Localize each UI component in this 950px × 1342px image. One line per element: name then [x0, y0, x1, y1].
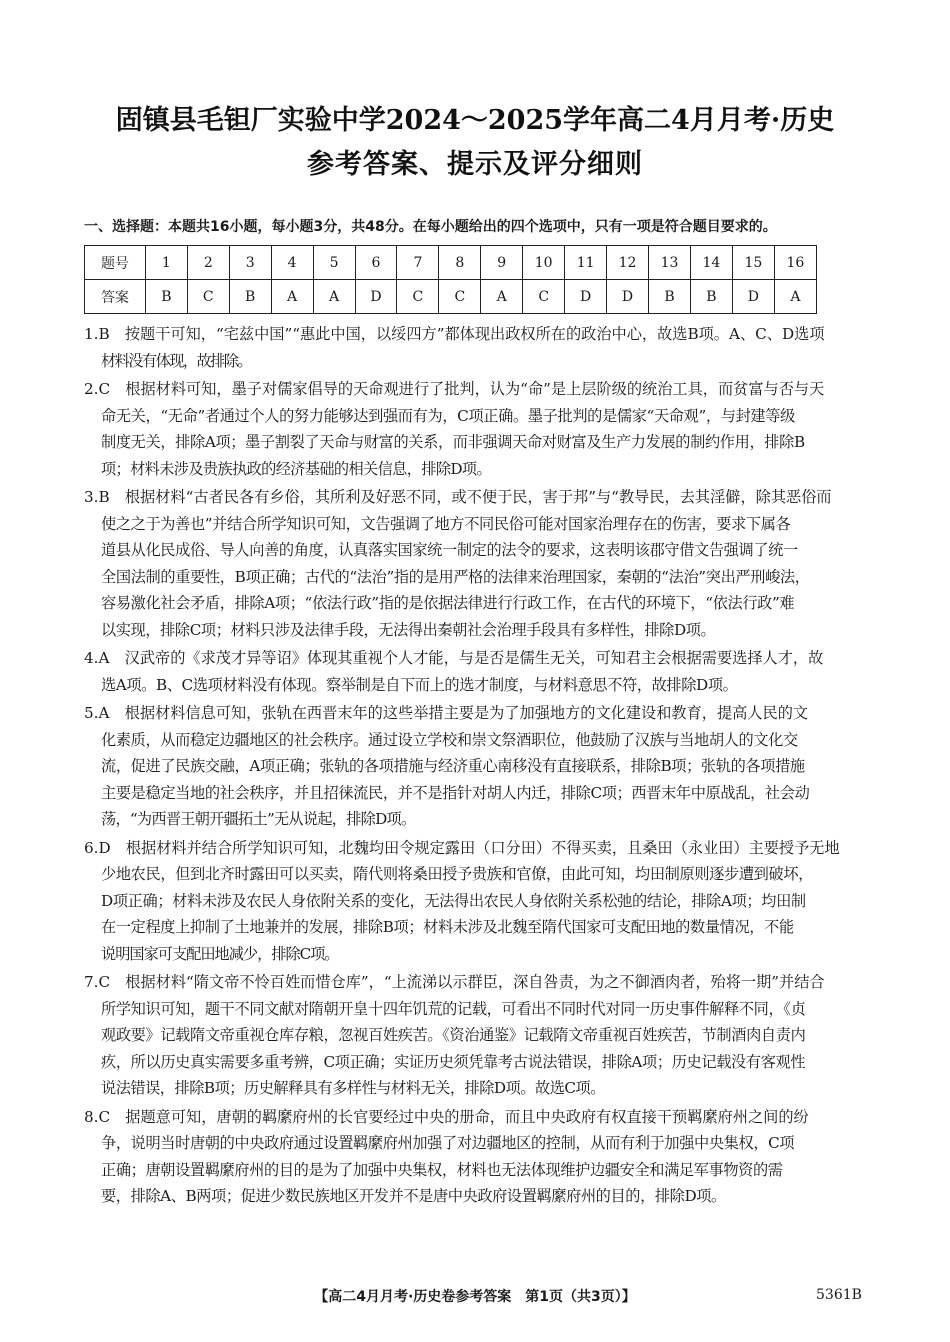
explanation-item [84, 321, 870, 374]
explanation-line: 观政要》记载隋文帝重视仓库存粮，忽视百姓疾苦。《资治通鉴》记载隋文帝重视百姓疾苦，节制酒肉自责内 [101, 1026, 806, 1044]
explanation-line: 道县从化民成俗、导人向善的角度，认真落实国家统一制定的法令的要求，这表明该郡守借文告强调了统一 [101, 541, 798, 559]
answer-cell: C [397, 280, 439, 314]
question-number: 12 [607, 246, 649, 280]
question-number: 6 [355, 246, 397, 280]
explanation-line: 流，促进了民族交融，A项正确；张轨的各项措施与经济重心南移没有直接联系，排除B项；张轨的各项措施 [101, 757, 805, 775]
question-number: 3 [229, 246, 271, 280]
answer-cell: D [355, 280, 397, 314]
answer-cell: A [481, 280, 523, 314]
explanation-line: 使之之于为善也”并结合所学知识可知，文告强调了地方不同民俗可能对国家治理存在的伤害，要求下属各 [101, 514, 791, 533]
row-label-number: 题号 [85, 246, 146, 280]
explanation-line: 少地农民，但到北齐时露田可以买卖，隋代则将桑田授予贵族和官僚，由此可知，均田制原则逐步遭到破坏， [101, 865, 814, 883]
answer-table [84, 245, 817, 314]
answer-cell: C [439, 280, 481, 314]
answer-cell: B [649, 280, 691, 314]
question-number: 15 [732, 246, 774, 280]
explanation-line: 6.D 根据材料并结合所学知识可知，北魏均田令规定露田（口分田）不得买卖，且桑田（永业田）主要授予无地 [84, 838, 840, 857]
question-number: 11 [565, 246, 607, 280]
explanation-line: 疚，所以历史真实需要多重考辨，C项正确；实证历史须凭靠考古说法错误，排除A项；历史记载没有客观性 [101, 1052, 806, 1071]
answer-explanations [84, 321, 870, 1212]
answer-cell: D [732, 280, 774, 314]
answer-cell: C [187, 280, 229, 314]
explanation-line: 全国法制的重要性，B项正确；古代的“法治”指的是用严格的法律来治理国家，秦朝的“法治”突出严刑峻法， [101, 567, 810, 586]
explanation-line: 所学知识可知，题干不同文献对隋朝开皇十四年饥荒的记载，可看出不同时代对同一历史事件解释不同，《贞 [101, 999, 806, 1018]
explanation-item [84, 645, 870, 698]
section-heading: 一、选择题：本题共16小题，每小题3分，共48分。在每小题给出的四个选项中，只有一项是符合题目要求的。 [84, 219, 777, 235]
answer-cell: C [523, 280, 565, 314]
answer-cell: B [690, 280, 732, 314]
question-number: 13 [649, 246, 691, 280]
explanation-line: 材料没有体现，故排除。 [101, 351, 252, 370]
question-number: 7 [397, 246, 439, 280]
question-number: 16 [774, 246, 816, 280]
explanation-line: 4.A 汉武帝的《求茂才异等诏》体现其重视个人才能，与是否是儒生无关，可知君主会根据需要选择人才，故 [84, 649, 824, 667]
question-number: 8 [439, 246, 481, 280]
explanation-line: 1.B 按题干可知，“宅兹中国”“惠此中国，以绥四方”都体现出政权所在的政治中心，故选B项。A、C、D选项 [84, 325, 825, 343]
explanation-item [84, 1104, 870, 1210]
document-title: 固镇县毛钽厂实验中学2024～2025学年高二4月月考·历史 [115, 105, 835, 136]
explanation-line: 命无关，“无命”者通过个人的努力能够达到强而有为，C项正确。墨子批判的是儒家“天命观”，与封建等级 [101, 406, 795, 425]
row-label-answer: 答案 [85, 280, 146, 314]
explanation-line: 以实现，排除C项；材料只涉及法律手段，无法得出秦朝社会治理手段具有多样性，排除D项。 [101, 620, 716, 639]
question-number: 10 [523, 246, 565, 280]
explanation-item [84, 835, 870, 968]
explanation-line: 说法错误，排除B项；历史解释具有多样性与材料无关，排除D项。故选C项。 [101, 1079, 605, 1097]
explanation-line: 说明国家可支配田地减少，排除C项。 [101, 944, 339, 963]
explanation-item [84, 700, 870, 833]
explanation-line: 7.C 根据材料“隋文帝不怜百姓而惜仓库”，“上流涕以示群臣，深自咎责，为之不御酒肉者，殆将一期”并结合 [84, 973, 825, 991]
document-code: 5361B [816, 1287, 862, 1303]
table-row-answers [85, 280, 817, 314]
question-number: 9 [481, 246, 523, 280]
explanation-line: 化素质，从而稳定边疆地区的社会秩序。通过设立学校和崇文祭酒职位，他鼓励了汉族与当地胡人的文化交 [101, 730, 798, 749]
answer-cell: A [774, 280, 816, 314]
answer-cell: B [229, 280, 271, 314]
explanation-item [84, 484, 870, 643]
explanation-line: 容易激化社会矛盾，排除A项；“依法行政”指的是依据法律进行行政工作，在古代的环境下，“依法行政”难 [101, 594, 795, 612]
question-number: 2 [187, 246, 229, 280]
question-number: 5 [313, 246, 355, 280]
explanation-item [84, 969, 870, 1102]
answer-cell: D [607, 280, 649, 314]
explanation-line: 在一定程度上抑制了土地兼并的发展，排除B项；材料未涉及北魏至隋代国家可支配田地的数量情况，不能 [101, 918, 794, 936]
document-subtitle: 参考答案、提示及评分细则 [307, 149, 643, 180]
page-footer: 【高二4月月考·历史卷参考答案 第1页（共3页）】 [314, 1289, 636, 1305]
question-number: 14 [690, 246, 732, 280]
explanation-line: 荡，“为西晋王朝开疆拓土”无从说起，排除D项。 [101, 810, 416, 828]
explanation-line: 2.C 根据材料可知，墨子对儒家倡导的天命观进行了批判，认为“命”是上层阶级的统治工具，而贫富与否与天 [84, 380, 825, 398]
explanation-line: 项；材料未涉及贵族执政的经济基础的相关信息，排除D项。 [101, 459, 492, 478]
explanation-line: 3.B 根据材料“古者民各有乡俗，其所利及好恶不同，或不便于民，害于邦”与“教导民，去其淫僻，除其恶俗而 [84, 488, 832, 506]
answer-cell: A [313, 280, 355, 314]
explanation-line: 选A项。B、C选项材料没有体现。察举制是自下而上的选才制度，与材料意思不符，故排除D项。 [101, 675, 738, 694]
explanation-line: 制度无关，排除A项；墨子割裂了天命与财富的关系，而非强调天命对财富及生产力发展的制约作用，排除B [101, 433, 805, 451]
explanation-line: 要，排除A、B两项；促进少数民族地区开发并不是唐中央政府设置羁縻府州的目的，排除D项。 [101, 1187, 726, 1205]
explanation-line: 主要是稳定当地的社会秩序，并且招徕流民，并不是指针对胡人内迁，排除C项；西晋末年中原战乱，社会动 [101, 783, 810, 802]
explanation-item [84, 376, 870, 482]
explanation-line: 争，说明当时唐朝的中央政府通过设置羁縻府州加强了对边疆地区的控制，从而有利于加强中央集权，C项 [101, 1134, 795, 1152]
table-row-numbers [85, 246, 817, 280]
explanation-line: 8.C 据题意可知，唐朝的羁縻府州的长官要经过中央的册命，而且中央政府有权直接干预羁縻府州之间的纷 [84, 1107, 809, 1126]
explanation-line: 5.A 根据材料信息可知，张轨在西晋末年的这些举措主要是为了加强地方的文化建设和教育，提高人民的文 [84, 704, 809, 722]
answer-cell: D [565, 280, 607, 314]
answer-cell: B [145, 280, 187, 314]
question-number: 1 [145, 246, 187, 280]
question-number: 4 [271, 246, 313, 280]
answer-cell: A [271, 280, 313, 314]
explanation-line: 正确；唐朝设置羁縻府州的目的是为了加强中央集权，材料也无法体现维护边疆安全和满足军事物资的需 [101, 1160, 783, 1179]
explanation-line: D项正确；材料未涉及农民人身依附关系的变化，无法得出农民人身依附关系松弛的结论，排除A项；均田制 [101, 891, 806, 910]
